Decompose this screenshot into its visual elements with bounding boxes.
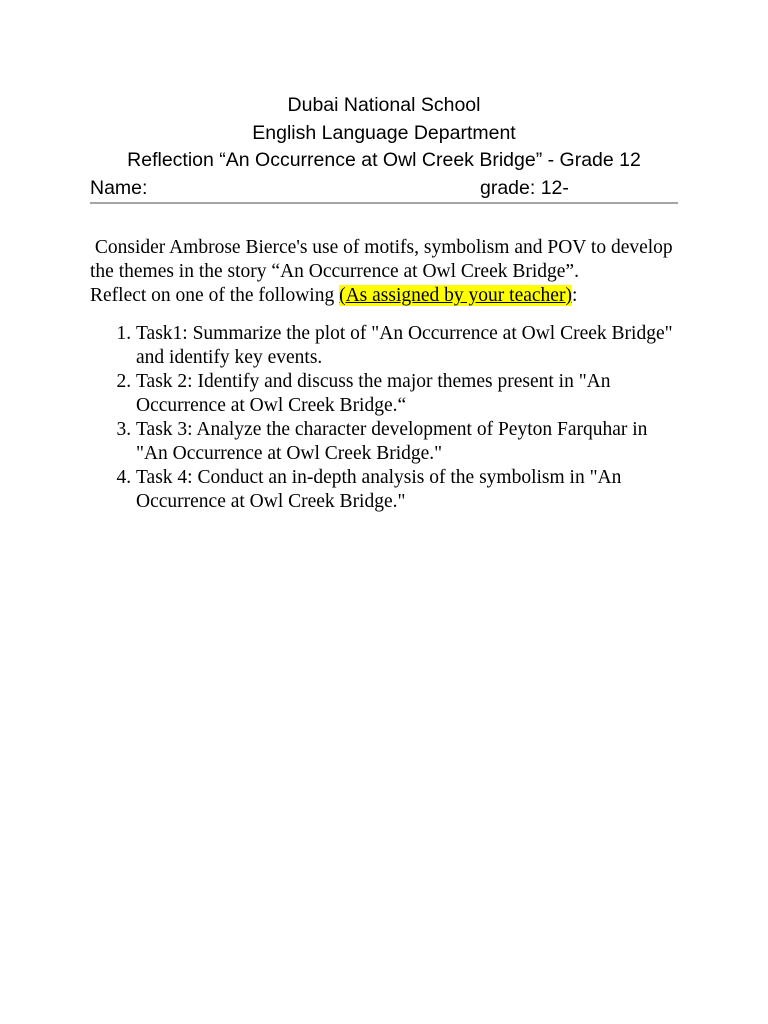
grade-label: grade: 12-	[480, 176, 569, 199]
task-list	[90, 322, 680, 514]
task-item: 4. Task 4: Conduct an in-depth analysis of the symbolism in "An Occurrence at Owl Creek Bridge."	[136, 466, 680, 514]
highlighted-instruction: (As assigned by your teacher)	[339, 285, 572, 306]
assignment-title: Reflection “An Occurrence at Owl Creek Bridge” - Grade 12	[127, 149, 641, 171]
name-label: Name:	[90, 176, 148, 199]
intro-paragraph	[90, 236, 680, 308]
school-name: Dubai National School	[287, 94, 481, 116]
header-divider	[90, 202, 678, 204]
instruction-line	[90, 284, 680, 308]
student-info-line	[90, 175, 678, 203]
document-header	[90, 92, 678, 202]
task-item: 3. Task 3: Analyze the character development of Peyton Farquhar in "An Occurrence at Owl Creek Bridge."	[136, 418, 680, 466]
task-item: 1. Task1: Summarize the plot of "An Occurrence at Owl Creek Bridge" and identify key events.	[136, 322, 680, 370]
instruction-colon: :	[571, 285, 578, 306]
instruction-text: Reflect on one of the following	[90, 285, 340, 306]
intro-text: Consider Ambrose Bierce's use of motifs, symbolism and POV to develop the themes in the story “An Occurrence at Owl Creek Bridge”.	[90, 237, 678, 282]
task-item: 2. Task 2: Identify and discuss the major themes present in "An Occurrence at Owl Creek Bridge.“	[136, 370, 680, 418]
department-name: English Language Department	[252, 121, 516, 144]
document-body	[90, 236, 680, 514]
